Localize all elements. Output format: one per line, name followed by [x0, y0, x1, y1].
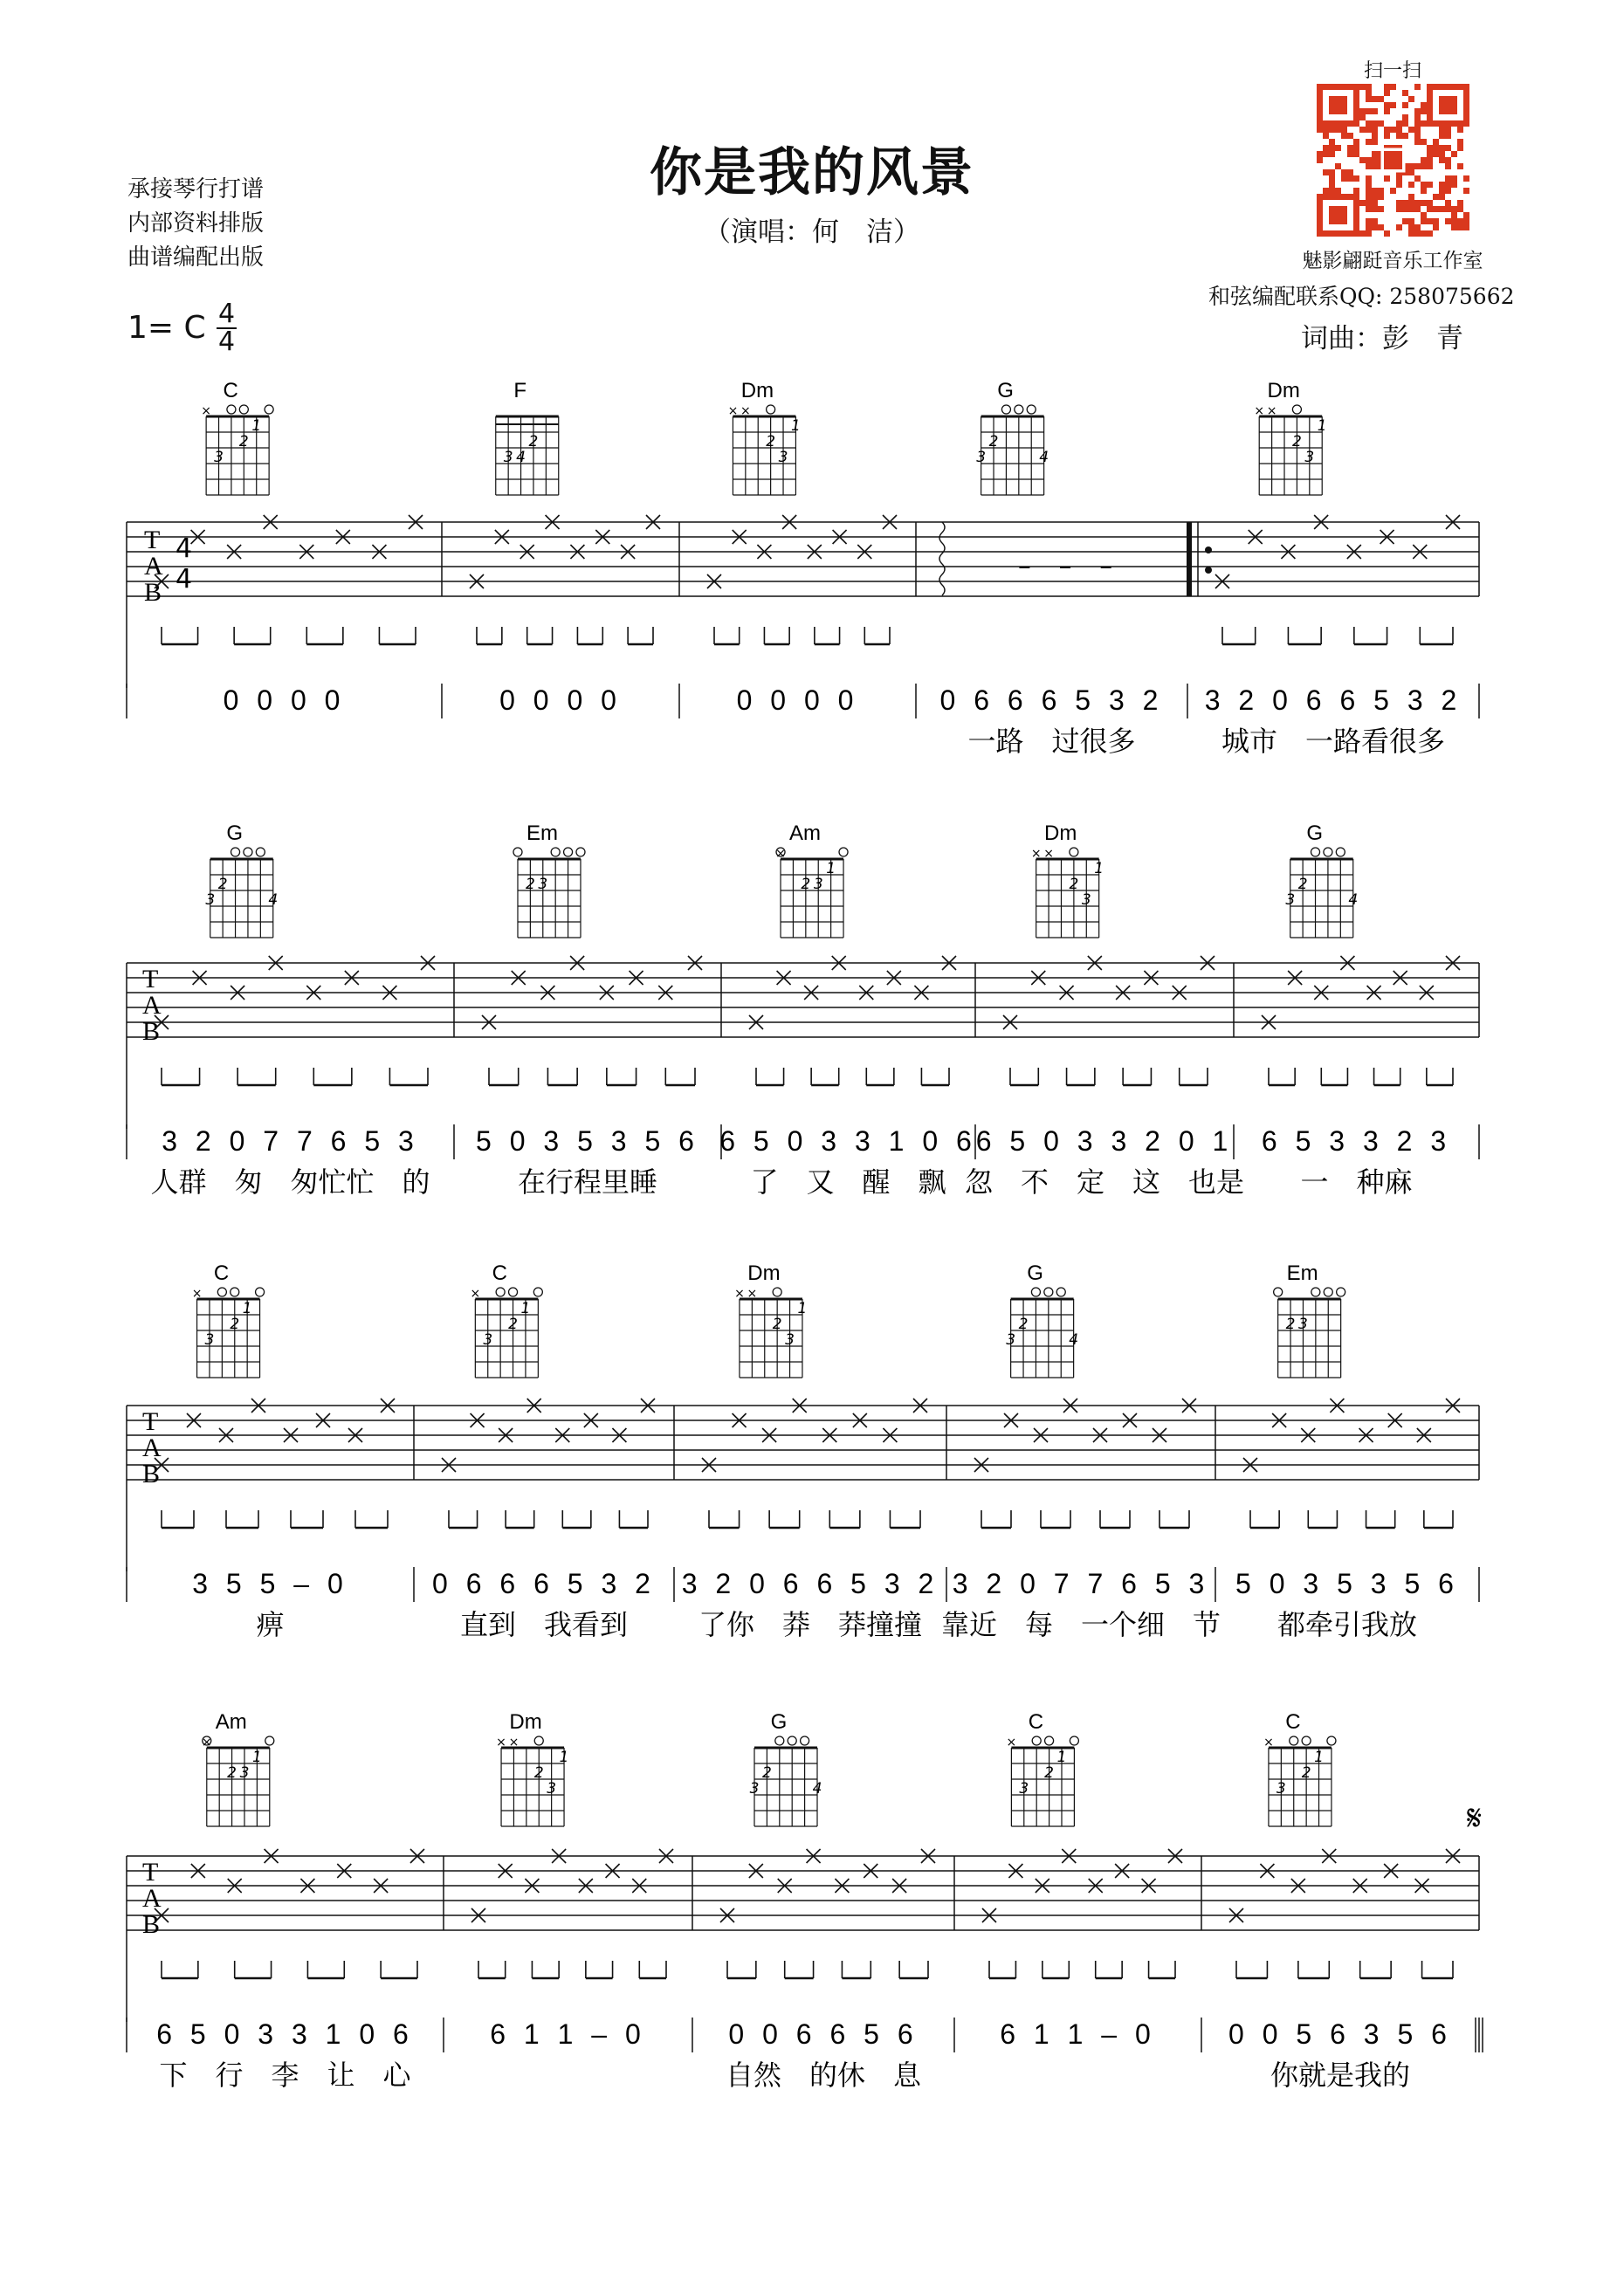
qr-label: 扫一扫	[1363, 60, 1421, 82]
finger-number: 1	[791, 417, 801, 435]
open-string-marker	[1337, 1288, 1345, 1296]
open-string-marker	[509, 1288, 518, 1296]
muted-string-marker: ×	[1254, 404, 1265, 418]
finger-number: 1	[251, 417, 262, 435]
finger-number: 3	[1298, 1316, 1308, 1333]
chord-name: Dm	[740, 379, 774, 402]
lyrics-line: 你就是我的	[1270, 2059, 1411, 2092]
contact-info: 和弦编配联系QQ: 258075662	[1208, 284, 1515, 309]
open-string-marker	[256, 1288, 265, 1296]
finger-number: 3	[503, 449, 513, 466]
open-string-marker	[1324, 1288, 1332, 1296]
finger-number: 2	[1297, 876, 1308, 893]
finger-number: 1	[251, 1749, 262, 1766]
muted-string-marker: ×	[1266, 404, 1277, 418]
finger-number: 2	[1018, 1316, 1029, 1333]
jianpu-numbers: 6 5 0 3 3 2 0 1	[975, 1125, 1234, 1157]
jianpu-numbers: 6 5 0 3 3 1 0 6	[156, 2018, 414, 2050]
finger-number: 3	[778, 449, 788, 466]
open-string-marker	[767, 405, 775, 414]
lyrics-line: 人群 匆 匆忙忙 的	[150, 1165, 430, 1199]
finger-number: 1	[797, 1300, 808, 1317]
chord-name: G	[997, 379, 1014, 402]
jianpu-numbers: 3 2 0 7 7 6 5 3	[952, 1568, 1210, 1599]
chord-name: Em	[526, 821, 558, 845]
finger-number: 3	[1006, 1331, 1016, 1349]
finger-number: 3	[214, 449, 224, 466]
open-string-marker	[1311, 848, 1320, 856]
chord-name: G	[1306, 821, 1324, 845]
tab-clef-b: B	[144, 578, 162, 607]
jianpu-numbers: 3 2 0 7 7 6 5 3	[162, 1125, 419, 1157]
chord-name: Dm	[747, 1261, 781, 1285]
finger-number: 4	[1039, 449, 1049, 466]
open-string-marker	[1292, 405, 1301, 414]
open-string-marker	[1327, 1736, 1336, 1745]
open-string-marker	[533, 1288, 542, 1296]
chord-name: Dm	[1267, 379, 1300, 402]
rasgueado-line	[939, 522, 945, 595]
finger-number: 3	[239, 1764, 250, 1782]
finger-number: 2	[1044, 1764, 1055, 1782]
info-line: 内部资料排版	[127, 210, 265, 237]
jianpu-numbers: 0 0 5 6 3 5 6	[1228, 2018, 1452, 2050]
muted-string-marker: ×	[775, 847, 786, 861]
muted-string-marker: ×	[191, 1287, 203, 1301]
open-string-marker	[773, 1288, 781, 1296]
lyrics-line: 城市 一路看很多	[1221, 725, 1446, 758]
song-title: 你是我的风景	[650, 142, 974, 203]
finger-number: 2	[230, 1316, 240, 1333]
finger-number: 2	[766, 433, 776, 450]
tab-clef-t: T	[142, 1858, 159, 1887]
info-line: 承接琴行打谱	[127, 176, 265, 203]
open-string-marker	[839, 848, 848, 856]
open-string-marker	[239, 405, 248, 414]
open-string-marker	[1045, 1736, 1054, 1745]
tab-clef-a: A	[142, 1433, 162, 1462]
time-bottom: 4	[218, 327, 236, 357]
jianpu-numbers: 6 1 1 – 0	[490, 2018, 646, 2050]
finger-number: 3	[785, 1331, 795, 1349]
singer-credit: （演唱：何 洁）	[704, 217, 920, 248]
jianpu-numbers: 0 0 0 0	[499, 684, 622, 716]
lyrics-line: 直到 我看到	[459, 1608, 629, 1641]
open-string-marker	[1032, 1736, 1041, 1745]
finger-number: 1	[1094, 860, 1104, 877]
open-string-marker	[231, 848, 240, 856]
tab-clef-a: A	[142, 991, 162, 1020]
muted-string-marker: ×	[740, 404, 751, 418]
muted-string-marker: ×	[1030, 847, 1042, 861]
muted-string-marker: ×	[201, 404, 211, 418]
open-string-marker	[551, 848, 560, 856]
finger-number: 2	[508, 1316, 518, 1333]
chord-name: Dm	[509, 1710, 542, 1734]
tab-clef-a: A	[142, 1884, 162, 1913]
open-string-marker	[496, 1288, 505, 1296]
repeat-dot	[1205, 547, 1212, 553]
jianpu-numbers: 0 6 6 6 5 3 2	[432, 1568, 656, 1599]
finger-number: 1	[242, 1300, 252, 1317]
chord-name: C	[223, 379, 238, 402]
open-string-marker	[227, 405, 236, 414]
open-string-marker	[534, 1736, 543, 1745]
finger-number: 3	[205, 891, 216, 909]
key-signature: 1= C	[127, 310, 206, 346]
finger-number: 1	[1056, 1749, 1067, 1766]
composer-credit: 词曲：彭 青	[1301, 323, 1463, 354]
jianpu-numbers: 0 0 6 6 5 6	[728, 2018, 919, 2050]
finger-number: 3	[1081, 891, 1091, 909]
open-string-marker	[1015, 405, 1023, 414]
finger-number: 3	[547, 1780, 557, 1798]
finger-number: 2	[988, 433, 999, 450]
open-string-marker	[265, 405, 273, 414]
finger-number: 3	[483, 1331, 493, 1349]
finger-number: 1	[559, 1749, 569, 1766]
finger-number: 2	[1285, 1316, 1296, 1333]
tab-time-bottom: 4	[175, 564, 193, 595]
chord-name: Am	[789, 821, 822, 845]
chord-name: C	[1285, 1710, 1301, 1734]
open-string-marker	[1302, 1736, 1311, 1745]
finger-number: 4	[516, 449, 526, 466]
open-string-marker	[1324, 848, 1332, 856]
muted-string-marker: ×	[201, 1736, 212, 1749]
finger-number: 1	[1314, 1749, 1324, 1766]
open-string-marker	[1274, 1288, 1283, 1296]
segno-icon: 𝄋	[1467, 1798, 1483, 1839]
open-string-marker	[1290, 1736, 1298, 1745]
chord-name: G	[226, 821, 244, 845]
finger-number: 2	[217, 876, 228, 893]
finger-number: 3	[538, 876, 548, 893]
open-string-marker	[256, 848, 265, 856]
studio-name: 魅影翩跹音乐工作室	[1302, 250, 1483, 272]
open-string-marker	[1044, 1288, 1053, 1296]
finger-number: 2	[238, 433, 249, 450]
chord-name: G	[770, 1710, 788, 1734]
muted-string-marker: ×	[1043, 847, 1054, 861]
finger-number: 4	[1348, 891, 1359, 909]
muted-string-marker: ×	[747, 1287, 758, 1301]
jianpu-numbers: 6 5 0 3 3 1 0 6	[719, 1125, 977, 1157]
finger-number: 1	[1317, 417, 1327, 435]
tab-clef-b: B	[142, 1910, 161, 1939]
jianpu-numbers: 0 0 0 0	[736, 684, 859, 716]
chord-name: Em	[1286, 1261, 1318, 1285]
lyrics-line: 了 又 醒 飘	[750, 1165, 946, 1199]
finger-number: 3	[1285, 891, 1296, 909]
open-string-marker	[1056, 1288, 1065, 1296]
finger-number: 2	[1292, 433, 1302, 450]
tab-clef-t: T	[142, 965, 159, 993]
muted-string-marker: ×	[508, 1736, 520, 1749]
jianpu-numbers: 5 0 3 5 3 5 6	[1235, 1568, 1459, 1599]
finger-number: 3	[1276, 1780, 1286, 1798]
tab-time-top: 4	[175, 533, 193, 564]
lyrics-line: 在行程里睡	[517, 1165, 658, 1199]
open-string-marker	[1027, 405, 1036, 414]
muted-string-marker: ×	[496, 1736, 506, 1749]
open-string-marker	[217, 1288, 226, 1296]
finger-number: 3	[749, 1780, 760, 1798]
open-string-marker	[801, 1736, 809, 1745]
finger-number: 3	[204, 1331, 215, 1349]
lyrics-line: 都牵引我放	[1276, 1608, 1418, 1641]
chord-name: C	[492, 1261, 508, 1285]
finger-number: 2	[227, 1764, 237, 1782]
jianpu-numbers: 0 0 0 0	[223, 684, 346, 716]
tab-clef-t: T	[144, 526, 161, 554]
lyrics-line: 一路 过很多	[967, 725, 1136, 758]
chord-name: Am	[215, 1710, 247, 1734]
finger-number: 4	[1069, 1331, 1079, 1349]
jianpu-numbers: 6 5 3 3 2 3	[1261, 1125, 1452, 1157]
finger-number: 2	[525, 876, 535, 893]
open-string-marker	[1001, 405, 1010, 414]
muted-string-marker: ×	[1263, 1736, 1274, 1749]
lyrics-line: 下 行 李 让 心	[159, 2059, 411, 2092]
jianpu-numbers: 0 6 6 6 5 3 2	[939, 684, 1164, 716]
chord-name: G	[1027, 1261, 1043, 1285]
jianpu-numbers: 6 1 1 – 0	[1000, 2018, 1156, 2050]
finger-number: 2	[533, 1764, 544, 1782]
jianpu-numbers: 3 2 0 6 6 5 3 2	[1204, 684, 1462, 716]
finger-number: 2	[1301, 1764, 1311, 1782]
tab-clef-t: T	[142, 1407, 159, 1436]
chord-name: F	[513, 379, 527, 402]
jianpu-numbers: 5 0 3 5 3 5 6	[476, 1125, 699, 1157]
chord-name: Dm	[1044, 821, 1077, 845]
finger-number: 3	[813, 876, 823, 893]
finger-number: 3	[976, 449, 987, 466]
finger-number: 2	[801, 876, 811, 893]
finger-number: 2	[772, 1316, 782, 1333]
jianpu-numbers: 3 5 5 – 0	[192, 1568, 348, 1599]
open-string-marker	[513, 848, 522, 856]
lyrics-line: 了你 莽 莽撞撞	[698, 1608, 923, 1641]
lyrics-line: 痹	[256, 1608, 285, 1641]
finger-number: 4	[268, 891, 279, 909]
finger-number: 2	[528, 433, 539, 450]
open-string-marker	[564, 848, 573, 856]
lyrics-line: 一 种麻	[1300, 1165, 1413, 1199]
open-string-marker	[1070, 848, 1078, 856]
open-string-marker	[231, 1288, 239, 1296]
finger-number: 1	[826, 860, 836, 877]
lyrics-line: 忽 不 定 这 也是	[964, 1165, 1245, 1199]
muted-string-marker: ×	[1006, 1736, 1017, 1749]
open-string-marker	[775, 1736, 784, 1745]
open-string-marker	[1031, 1288, 1040, 1296]
time-top: 4	[218, 299, 236, 329]
tab-clef-b: B	[142, 1017, 161, 1046]
open-string-marker	[265, 1736, 274, 1745]
info-line: 曲谱编配出版	[127, 244, 265, 271]
finger-number: 1	[520, 1300, 531, 1317]
tab-clef-a: A	[144, 552, 163, 581]
lyrics-line: 靠近 每 一个细 节	[940, 1608, 1221, 1641]
open-string-marker	[788, 1736, 796, 1745]
muted-string-marker: ×	[727, 404, 739, 418]
finger-number: 2	[761, 1764, 772, 1782]
repeat-dot	[1205, 567, 1212, 574]
chord-name: C	[1028, 1710, 1044, 1734]
open-string-marker	[1336, 848, 1345, 856]
muted-string-marker: ×	[734, 1287, 745, 1301]
open-string-marker	[1070, 1736, 1078, 1745]
finger-number: 3	[1019, 1780, 1029, 1798]
open-string-marker	[576, 848, 585, 856]
chord-name: C	[213, 1261, 230, 1285]
open-string-marker	[244, 848, 252, 856]
finger-number: 2	[1069, 876, 1079, 893]
finger-number: 4	[812, 1780, 822, 1798]
open-string-marker	[1311, 1288, 1320, 1296]
finger-number: 3	[1304, 449, 1315, 466]
tab-clef-b: B	[142, 1460, 161, 1488]
jianpu-numbers: 3 2 0 6 6 5 3 2	[681, 1568, 939, 1599]
lyrics-line: 自然 的休 息	[725, 2059, 922, 2092]
muted-string-marker: ×	[470, 1287, 481, 1301]
